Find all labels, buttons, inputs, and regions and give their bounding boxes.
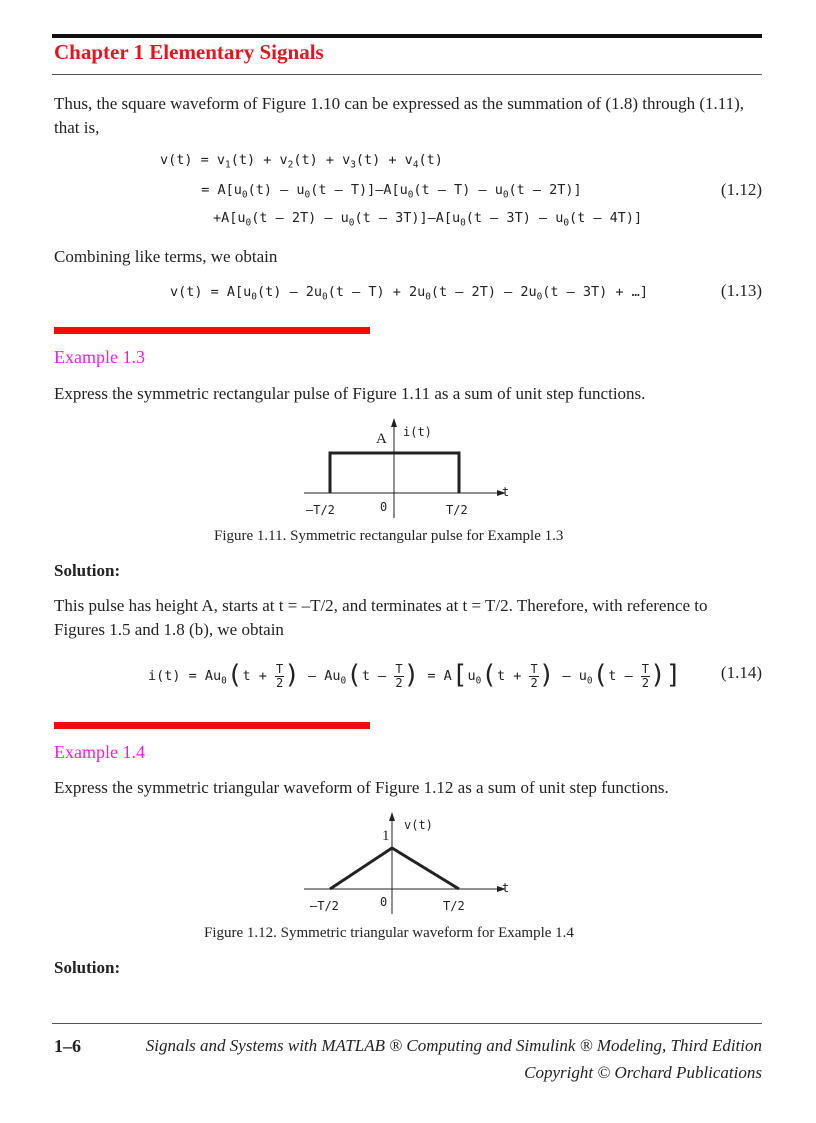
- example-1-3-solution-label: Solution:: [54, 561, 121, 580]
- fig-1-11-left-tick: –T/2: [306, 503, 335, 517]
- footer-rule: [52, 1023, 762, 1024]
- fig-1-11-right-tick: T/2: [446, 503, 468, 517]
- fig-1-12-caption: Figure 1.12. Symmetric triangular waveform for Example 1.4: [204, 925, 574, 941]
- fig-1-11-caption: Figure 1.11. Symmetric rectangular pulse for Example 1.3: [214, 528, 564, 544]
- eq-1-13-number: (1.13): [720, 281, 762, 300]
- example-divider-bar: [54, 327, 370, 334]
- eq-1-12-number: (1.12): [720, 180, 762, 199]
- eq-1-12-line3: $+A[u_0(t - 2T) - u_0(t - 3T)]-A[u_0(t - 3T) - u_0(t - 4T)]$: [213, 210, 643, 229]
- eq-1-12-line2: = $A[u_0(t) - u_0(t - T)]-A[u_0(t - T) - u_0(t - 2T)]$: [185, 182, 582, 201]
- fig-1-12-left-tick: –T/2: [310, 899, 339, 913]
- book-title: Signals and Systems with MATLAB ® Computing and Simulink ® Modeling, Third Edition: [145, 1036, 762, 1055]
- triangle-shape: [330, 848, 459, 889]
- fig-1-11-y-label: i(t): [403, 425, 432, 439]
- example-1-4-title: Example 1.4: [54, 742, 145, 762]
- fig-1-11-x-label: t: [502, 485, 510, 499]
- example-divider-bar: [54, 722, 370, 729]
- example-1-3-solution-text: This pulse has height A, starts at t = –T/2, and terminates at t = T/2. Therefore, with reference to Figures 1.5 and 1.8 (b), we obtain: [54, 596, 708, 639]
- fig-1-11-origin: 0: [380, 500, 388, 514]
- example-1-3-statement: Express the symmetric rectangular pulse of Figure 1.11 as a sum of unit step functions.: [54, 384, 646, 403]
- example-1-4-statement: Express the symmetric triangular waveform of Figure 1.12 as a sum of unit step functions.: [54, 778, 669, 797]
- y-axis-arrow: [389, 812, 395, 821]
- top-rule: [52, 34, 762, 38]
- eq-1-14: $i(t) = Au_0(t$ + $\frac{T}{2}$ ) – $Au_0(t$ – $\frac{T}{2}$ ) = $A[u_0(t$ + $\frac{T}{2}$ ) – $u_0(t$ – $\frac{T}{2}$ )]: [148, 660, 682, 690]
- fig-1-12-origin: 0: [380, 895, 388, 909]
- header-rule: [52, 74, 762, 75]
- chapter-title: Chapter 1 Elementary Signals: [54, 40, 324, 64]
- fig-1-12-peak-label: 1: [382, 828, 390, 844]
- eq-1-14-number: (1.14): [720, 663, 762, 682]
- eq-1-12-line1: $v(t) = v_1(t) + v_2(t) + v_3(t) + v_4(t)$: [160, 152, 443, 171]
- fig-1-12-y-label: v(t): [404, 818, 433, 832]
- page-number: 1–6: [54, 1036, 81, 1056]
- y-axis-arrow: [391, 418, 397, 427]
- intro-paragraph: Thus, the square waveform of Figure 1.10 can be expressed as the summation of (1.8) through (1.11), that is,: [54, 94, 745, 137]
- fig-1-12-right-tick: T/2: [443, 899, 465, 913]
- example-1-3-title: Example 1.3: [54, 347, 145, 367]
- fig-1-12-x-label: t: [502, 881, 510, 895]
- copyright: Copyright © Orchard Publications: [524, 1063, 762, 1082]
- eq-1-13: $v(t) = A[u_0(t) - 2u_0(t - T) + 2u_0(t - 2T) - 2u_0(t - 3T)$ + …]: [170, 284, 648, 303]
- fig-1-11-height-label: A: [376, 431, 387, 447]
- example-1-4-solution-label: Solution:: [54, 958, 121, 977]
- combining-paragraph: Combining like terms, we obtain: [54, 247, 278, 266]
